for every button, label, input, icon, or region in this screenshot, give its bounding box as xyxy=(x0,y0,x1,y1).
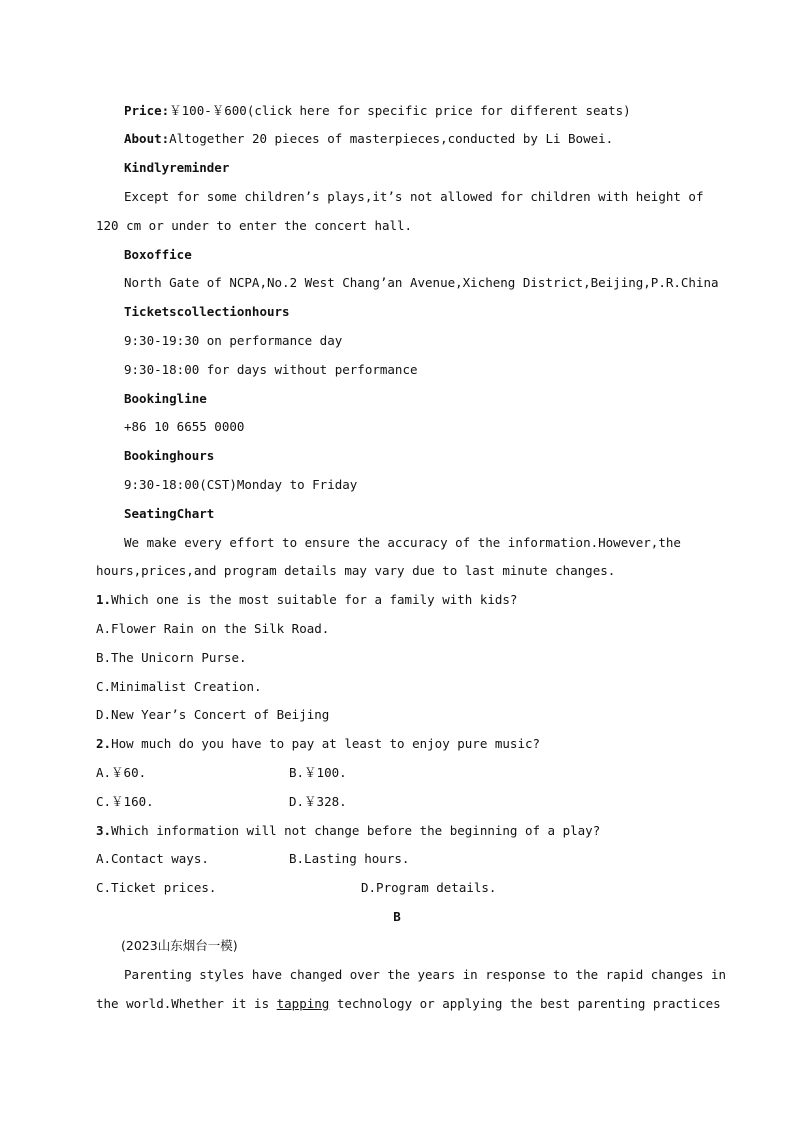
q2-option-d: D.￥328. xyxy=(289,794,347,809)
reminder-text-line-1: Except for some children’s plays,it’s not allowed for children with height of xyxy=(124,189,704,204)
disclaimer-line-2: hours,prices,and program details may vary due to last minute changes. xyxy=(96,563,616,578)
question-text: Which information will not change before the beginning of a play? xyxy=(111,823,601,838)
q3-option-c: C.Ticket prices. xyxy=(96,880,217,895)
boxoffice-heading: Boxoffice xyxy=(124,247,192,262)
passage-text-before: the world.Whether it is xyxy=(96,996,277,1011)
section-b-source: (2023山东烟台一模) xyxy=(121,938,238,953)
reminder-heading: Kindlyreminder xyxy=(124,160,230,175)
boxoffice-address: North Gate of NCPA,No.2 West Chang’an Avenue,Xicheng District,Beijing,P.R.China xyxy=(124,275,719,290)
q3-option-b: B.Lasting hours. xyxy=(289,851,410,866)
price-line xyxy=(124,103,631,119)
bookinghours-value: 9:30-18:00(CST)Monday to Friday xyxy=(124,477,358,492)
q2-option-b: B.￥100. xyxy=(289,765,347,780)
passage-text-after: technology or applying the best parenting practices xyxy=(329,996,721,1011)
about-value: Altogether 20 pieces of masterpieces,conducted by Li Bowei. xyxy=(169,131,614,146)
price-label: Price: xyxy=(124,103,170,118)
q2-option-a: A.￥60. xyxy=(96,765,147,780)
disclaimer-line-1: We make every effort to ensure the accuracy of the information.However,the xyxy=(124,535,681,550)
collection-line-1: 9:30-19:30 on performance day xyxy=(124,333,343,348)
passage-line-1: Parenting styles have changed over the years in response to the rapid changes in xyxy=(124,967,727,982)
q1-option-a: A.Flower Rain on the Silk Road. xyxy=(96,621,330,636)
question-number: 3. xyxy=(96,823,112,838)
section-b-heading: B xyxy=(393,909,401,924)
collection-heading: Ticketscollectionhours xyxy=(124,304,290,319)
collection-line-2: 9:30-18:00 for days without performance xyxy=(124,362,418,377)
question-text: Which one is the most suitable for a family with kids? xyxy=(111,592,518,607)
q2-option-c: C.￥160. xyxy=(96,794,154,809)
question-number: 2. xyxy=(96,736,112,751)
bookingline-value: +86 10 6655 0000 xyxy=(124,419,245,434)
q1-option-c: C.Minimalist Creation. xyxy=(96,679,262,694)
bookinghours-heading: Bookinghours xyxy=(124,448,215,463)
question-text: How much do you have to pay at least to enjoy pure music? xyxy=(111,736,541,751)
q1-option-b: B.The Unicorn Purse. xyxy=(96,650,247,665)
q3-option-a: A.Contact ways. xyxy=(96,851,209,866)
about-label: About: xyxy=(124,131,170,146)
question-3 xyxy=(96,823,600,839)
question-1 xyxy=(96,592,517,608)
underlined-word: tapping xyxy=(276,996,330,1011)
question-2 xyxy=(96,736,540,752)
about-line xyxy=(124,131,613,147)
question-number: 1. xyxy=(96,592,112,607)
seating-heading: SeatingChart xyxy=(124,506,215,521)
q3-option-d: D.Program details. xyxy=(361,880,497,895)
bookingline-heading: Bookingline xyxy=(124,391,207,406)
reminder-text-line-2: 120 cm or under to enter the concert hall. xyxy=(96,218,413,233)
passage-line-2 xyxy=(96,996,721,1012)
q1-option-d: D.New Year’s Concert of Beijing xyxy=(96,707,330,722)
price-value: ￥100-￥600(click here for specific price for different seats) xyxy=(169,103,631,118)
